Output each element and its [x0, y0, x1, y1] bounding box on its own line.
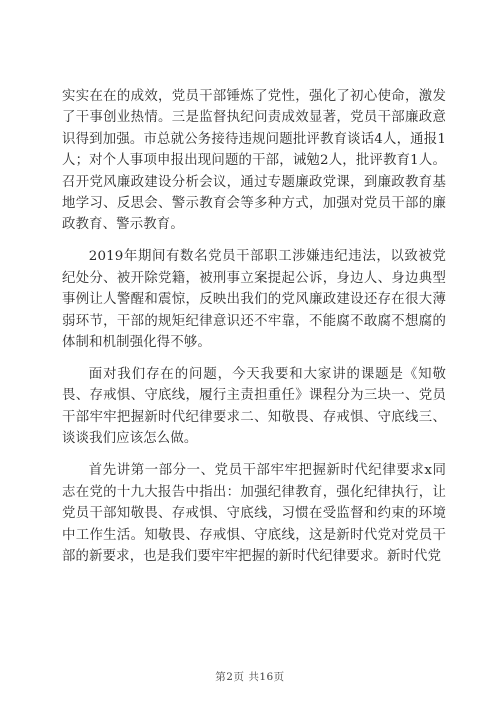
document-body — [62, 86, 446, 567]
page-footer: 第2页 共16页 — [215, 671, 285, 683]
paragraph-course-topic: 面对我们存在的问题，今天我要和大家讲的课题是《知敬畏、存戒惧、守底线，履行主责担重任》课程分为三块一、党员干部牢牢把握新时代纪律要求二、知敬畏、存戒惧、守底线三、谈谈我们应该怎么做。 — [62, 367, 446, 447]
paragraph-2019-violations: 2019年期间有数名党员干部职工涉嫌违纪违法，以致被党纪处分、被开除党籍，被刑事立案提起公诉，身边人、身边典型事例让人警醒和震惊，反映出我们的党风廉政建设还存在很大薄弱环节，干部的规矩纪律意识还不牢靠，不能腐不敢腐不想腐的体制和机制强化得不够。 — [62, 249, 446, 351]
paragraph-continued: 实实在在的成效，党员干部锤炼了党性，强化了初心使命，激发了干事创业热情。三是监督执纪问责成效显著，党员干部廉政意识得到加强。市总就公务接待违规问题批评教育谈话4人，通报1人；对个人事项申报出现问题的干部，诫勉2人，批评教育1人。召开党风廉政建设分析会议，通过专题廉政党课，到廉政教育基地学习、反思会、警示教育会等多种方式，加强对党员干部的廉政教育、警示教育。 — [62, 89, 446, 233]
paragraph-part-one: 首先讲第一部分一、党员干部牢牢把握新时代纪律要求x同志在党的十九大报告中指出：加强纪律教育，强化纪律执行，让党员干部知敬畏、存戒惧、守底线，习惯在受监督和约束的环境中工作生活。知敬畏、存戒惧、守底线，这是新时代党对党员干部的新要求，也是我们要牢牢把握的新时代纪律要求。新时代党 — [62, 463, 446, 564]
